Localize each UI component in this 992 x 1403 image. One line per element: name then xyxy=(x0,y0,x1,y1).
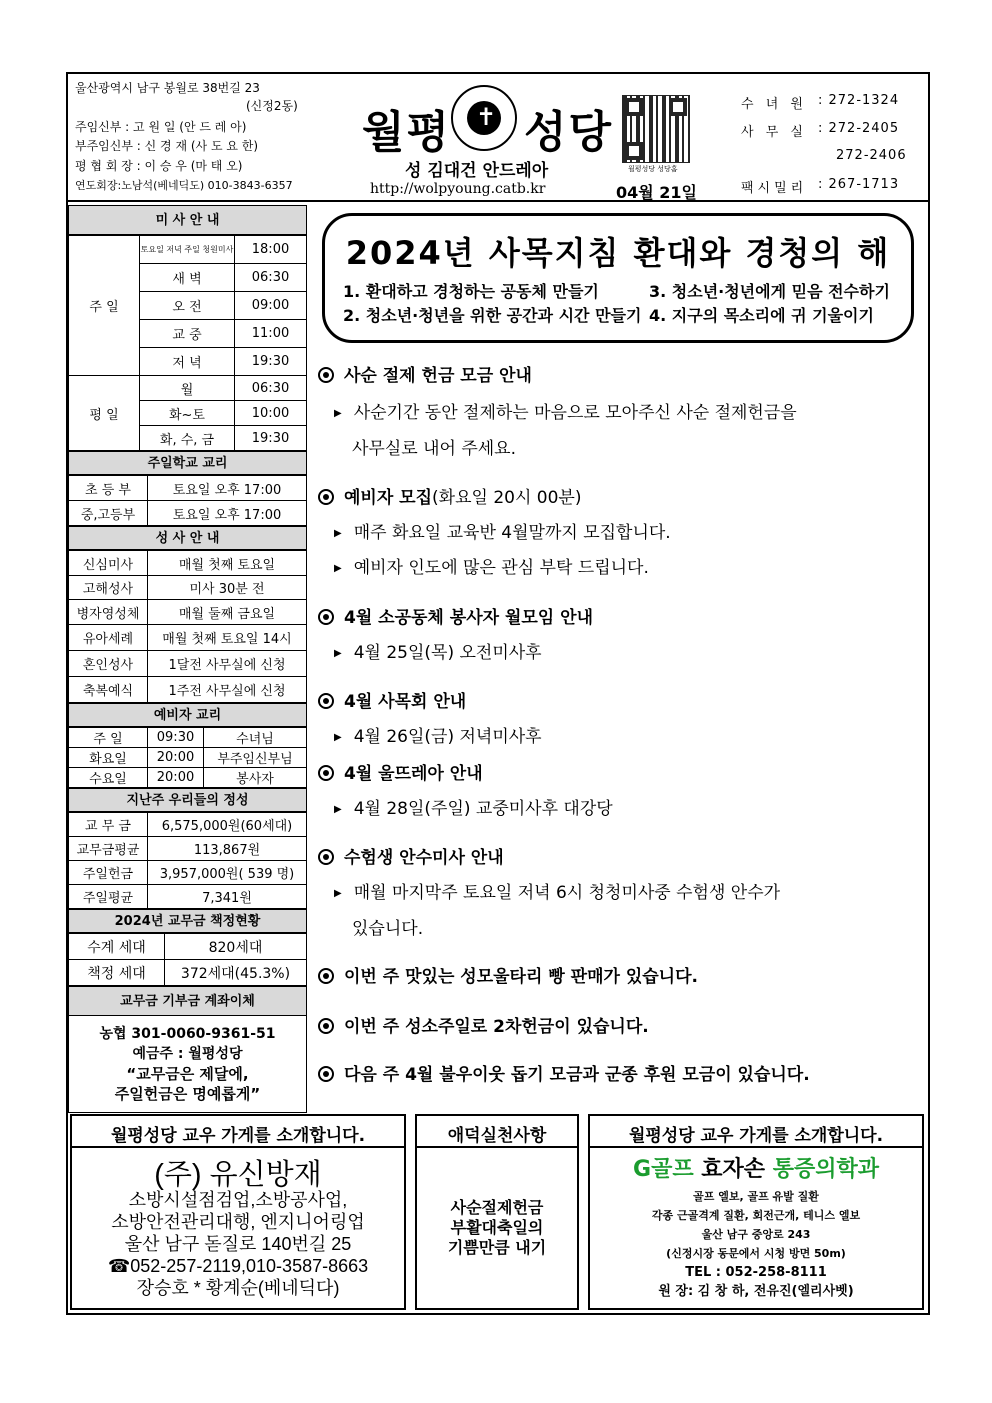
notice-heading: 이번 주 성소주일로 2차헌금이 있습니다. xyxy=(318,1012,649,1037)
notice-line: ▶ 예비자 인도에 많은 관심 부탁 드립니다. xyxy=(334,558,649,578)
catechumen-day: 수요일 xyxy=(69,768,148,788)
bullet-icon xyxy=(318,968,334,984)
address-line-1: 울산광역시 남구 봉월로 38번길 23 xyxy=(75,81,260,95)
left-info-column xyxy=(68,205,307,1113)
dues-title: 2024년 교무금 책정현황 xyxy=(68,909,307,933)
sacraments-table xyxy=(68,550,307,703)
arrow-icon: ▶ xyxy=(334,648,342,659)
mass-time: 10:00 xyxy=(235,401,307,426)
dues-name: 수계 세대 xyxy=(69,934,165,960)
arrow-icon: ▶ xyxy=(334,528,342,539)
transfer-title: 교무금 기부금 계좌이체 xyxy=(68,986,307,1016)
mass-time: 18:00 xyxy=(235,236,307,264)
sacrament-name: 신심미사 xyxy=(69,551,148,576)
company-details: 소방시설점검업,소방공사업, 소방안전관리대행, 엔지니어링업 울산 남구 돋질로 140번길 25 ☎052-257-2119,010-3587-8663 장승호 * 황계순(베네딕다) xyxy=(107,1190,369,1298)
offering-value: 7,341원 xyxy=(148,885,307,909)
offering-title: 지난주 우리들의 정성 xyxy=(68,788,307,812)
offering-table xyxy=(68,812,307,909)
contact-label-0: 수 녀 원 xyxy=(741,97,807,112)
notice-line: ▶ 매월 마지막주 토요일 저녁 6시 청청미사중 수험생 안수가 xyxy=(334,883,781,903)
sacrament-name: 유아세례 xyxy=(69,625,148,651)
notice-heading: 4월 사목회 안내 xyxy=(318,687,466,712)
notice-line: 있습니다. xyxy=(352,919,424,939)
banner-title: 2024년 사목지침 환대와 경청의 해 xyxy=(345,234,891,272)
church-name-left: 월평 xyxy=(362,107,452,158)
catechumen-title: 예비자 교리 xyxy=(68,703,307,727)
quote-line-1: “교무금은 제달에, xyxy=(126,1065,249,1083)
sacrament-value: 매월 첫째 토요일 xyxy=(148,551,307,576)
mass-time: 19:30 xyxy=(235,348,307,376)
mass-name: 화, 수, 금 xyxy=(140,426,235,451)
patron-saint: 성 김대건 안드레아 xyxy=(405,161,549,181)
mass-name: 저 녁 xyxy=(140,348,235,376)
bullet-icon xyxy=(318,367,334,383)
clinic-details: 골프 엘보, 골프 유발 질환 각종 근골격계 질환, 회전근개, 테니스 엘보 울산 남구 중앙로 243 (신정시장 동문에서 시청 방면 50m) TEL : 052-258-8111 원 장: 김 창 하, 전유진(엘리사벳) xyxy=(651,1190,861,1299)
header-divider xyxy=(66,200,930,202)
contact-value-1: : 272-2405 xyxy=(818,121,900,136)
notice-line: ▶ 사순기간 동안 절제하는 마음으로 모아주신 사순 절제헌금을 xyxy=(334,403,797,423)
sunday-school-title: 주일학교 교리 xyxy=(68,451,307,475)
catechumen-time: 20:00 xyxy=(148,748,204,768)
notice-heading: 예비자 모집(화요일 20시 00분) xyxy=(318,483,581,508)
notice-heading: 다음 주 4월 불우이웃 돕기 모금과 군종 후원 모금이 있습니다. xyxy=(318,1060,810,1085)
clinic-name: G골프 효자손 통증의학과 xyxy=(633,1157,879,1182)
sacrament-value: 미사 30분 전 xyxy=(148,576,307,600)
catechumen-who: 부주임신부님 xyxy=(204,748,307,768)
contact-value-3: : 267-1713 xyxy=(818,177,900,192)
sacrament-value: 1주전 사무실에 신청 xyxy=(148,677,307,703)
mass-time: 11:00 xyxy=(235,320,307,348)
right-store-title: 월평성당 교우 가게를 소개합니다. xyxy=(628,1126,884,1146)
notice-line: ▶ 매주 화요일 교육반 4월말까지 모집합니다. xyxy=(334,523,671,543)
contact-label-1: 사 무 실 xyxy=(741,125,807,140)
contact-value-2: 272-2406 xyxy=(836,148,907,163)
class-name: 중,고등부 xyxy=(69,501,148,526)
catechumen-day: 주 일 xyxy=(69,728,148,748)
mass-name: 월 xyxy=(140,376,235,401)
church-name-right: 성당 xyxy=(524,107,614,158)
mass-time: 06:30 xyxy=(235,376,307,401)
bullet-icon xyxy=(318,489,334,505)
banner-item-4: 4. 지구의 목소리에 귀 기울이기 xyxy=(649,306,874,325)
offering-value: 3,957,000원( 539 명) xyxy=(148,861,307,885)
left-store-title: 월평성당 교우 가게를 소개합니다. xyxy=(110,1126,366,1146)
pastor: 주임신부 : 고 원 일 (안 드 레 아) xyxy=(75,120,247,134)
sacrament-name: 고해성사 xyxy=(69,576,148,600)
dues-table xyxy=(68,933,307,986)
mass-name: 토요일 저녁 주일 청원미사 xyxy=(140,236,235,264)
mass-name: 오 전 xyxy=(140,292,235,320)
account-holder: 예금주 : 월평성당 xyxy=(132,1046,243,1062)
offering-value: 113,867원 xyxy=(148,837,307,861)
elder: 연도회장:노남석(베네딕도) 010-3843-6357 xyxy=(75,179,293,192)
offering-name: 교무금평균 xyxy=(69,837,148,861)
mid-box-divider xyxy=(415,1146,579,1148)
arrow-icon: ▶ xyxy=(334,563,342,574)
offering-name: 주일헌금 xyxy=(69,861,148,885)
sacrament-name: 혼인성사 xyxy=(69,651,148,677)
notice-line: ▶ 4월 28일(주일) 교중미사후 대강당 xyxy=(334,799,613,819)
sacrament-name: 축복예식 xyxy=(69,677,148,703)
notice-heading: 4월 소공동체 봉사자 월모임 안내 xyxy=(318,603,593,628)
council-president: 평 협 회 장 : 이 승 우 (마 태 오) xyxy=(75,159,243,173)
bullet-icon xyxy=(318,1066,334,1082)
offering-value: 6,575,000원(60세대) xyxy=(148,813,307,837)
quote-line-2: 주일헌금은 명예롭게” xyxy=(114,1085,261,1103)
class-time: 토요일 오후 17:00 xyxy=(148,501,307,526)
notice-heading: 수험생 안수미사 안내 xyxy=(318,843,504,868)
notice-line: 사무실로 내어 주세요. xyxy=(352,439,517,459)
dues-name: 책정 세대 xyxy=(69,960,165,986)
mass-table xyxy=(68,235,307,451)
catechumen-table xyxy=(68,727,307,788)
banner-item-2: 2. 청소년·청년을 위한 공간과 시간 만들기 xyxy=(343,306,642,325)
mass-time: 09:00 xyxy=(235,292,307,320)
mass-name: 새 벽 xyxy=(140,264,235,292)
bullet-icon xyxy=(318,1018,334,1034)
notice-heading: 사순 절제 헌금 모금 안내 xyxy=(318,361,532,386)
website-url[interactable]: http://wolpyoung.catb.kr xyxy=(370,181,546,197)
cross-icon: ✝ xyxy=(476,103,497,131)
address-line-2: (신정2동) xyxy=(246,99,298,113)
catechumen-time: 09:30 xyxy=(148,728,204,748)
contact-label-3: 팩시밀리 xyxy=(741,181,808,196)
qr-caption: 월평성당 성당홈 xyxy=(628,165,678,173)
class-time: 토요일 오후 17:00 xyxy=(148,476,307,501)
offering-name: 주일평균 xyxy=(69,885,148,909)
sacrament-name: 병자영성체 xyxy=(69,600,148,625)
transfer-box xyxy=(68,1016,307,1113)
charity-text: 사순절제헌금 부활대축일의 기쁨만큼 내기 xyxy=(447,1198,547,1257)
notice-line: ▶ 4월 26일(금) 저녁미사후 xyxy=(334,727,542,747)
mass-name: 교 중 xyxy=(140,320,235,348)
banner-item-1: 1. 환대하고 경청하는 공동체 만들기 xyxy=(343,282,599,301)
contact-value-0: : 272-1324 xyxy=(818,93,900,108)
assistant-pastor: 부주임신부 : 신 경 재 (사 도 요 한) xyxy=(75,139,259,153)
mass-time: 06:30 xyxy=(235,264,307,292)
charity-title: 애덕실천사항 xyxy=(447,1126,547,1146)
offering-name: 교 무 금 xyxy=(69,813,148,837)
issue-date: 04월 21일 xyxy=(616,183,698,202)
sunday-label: 주 일 xyxy=(69,236,140,376)
arrow-icon: ▶ xyxy=(334,732,342,743)
mass-time: 19:30 xyxy=(235,426,307,451)
catechumen-time: 20:00 xyxy=(148,768,204,788)
arrow-icon: ▶ xyxy=(334,888,342,899)
banner-item-3: 3. 청소년·청년에게 믿음 전수하기 xyxy=(649,282,890,301)
weekday-label: 평 일 xyxy=(69,376,140,451)
sacraments-title: 성 사 안 내 xyxy=(68,526,307,550)
qr-code-icon[interactable] xyxy=(622,95,690,163)
right-box-divider xyxy=(588,1146,924,1148)
account-number: 농협 301-0060-9361-51 xyxy=(99,1026,276,1042)
arrow-icon: ▶ xyxy=(334,408,342,419)
catechumen-who: 수녀님 xyxy=(204,728,307,748)
left-box-divider xyxy=(70,1146,406,1148)
bullet-icon xyxy=(318,849,334,865)
church-emblem xyxy=(451,85,517,151)
dues-value: 372세대(45.3%) xyxy=(165,960,307,986)
sacrament-value: 1달전 사무실에 신청 xyxy=(148,651,307,677)
bullet-icon xyxy=(318,765,334,781)
notice-heading: 이번 주 맛있는 성모울타리 빵 판매가 있습니다. xyxy=(318,962,698,987)
mass-name: 화~토 xyxy=(140,401,235,426)
sacrament-value: 매월 첫째 토요일 14시 xyxy=(148,625,307,651)
company-name: (주) 유신방재 xyxy=(154,1159,322,1191)
sunday-school-table xyxy=(68,475,307,526)
mass-section-title: 미 사 안 내 xyxy=(68,205,307,235)
dues-value: 820세대 xyxy=(165,934,307,960)
arrow-icon: ▶ xyxy=(334,804,342,815)
catechumen-who: 봉사자 xyxy=(204,768,307,788)
sacrament-value: 매월 둘째 금요일 xyxy=(148,600,307,625)
pastoral-guideline-banner xyxy=(322,213,914,343)
bullet-icon xyxy=(318,693,334,709)
notice-line: ▶ 4월 25일(목) 오전미사후 xyxy=(334,643,542,663)
notice-heading: 4월 울뜨레아 안내 xyxy=(318,759,483,784)
bullet-icon xyxy=(318,609,334,625)
class-name: 초 등 부 xyxy=(69,476,148,501)
catechumen-day: 화요일 xyxy=(69,748,148,768)
